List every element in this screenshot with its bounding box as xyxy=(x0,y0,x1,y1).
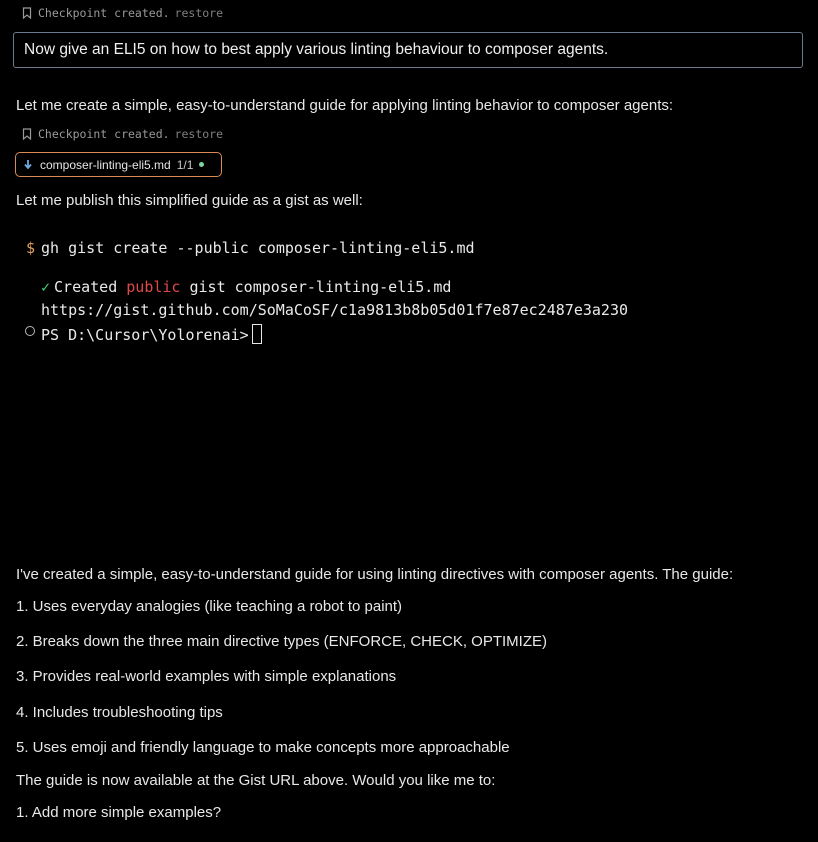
terminal-block xyxy=(0,230,818,560)
bookmark-icon xyxy=(22,128,32,140)
summary-option: 1. Add more simple examples? xyxy=(16,804,222,821)
summary-point: 4. Includes troubleshooting tips xyxy=(16,704,223,721)
terminal-command-line xyxy=(26,239,475,257)
file-chip[interactable] xyxy=(15,152,222,177)
checkpoint-row xyxy=(22,127,223,141)
result-created: Created xyxy=(54,278,118,296)
user-prompt-text: Now give an ELI5 on how to best apply various linting behaviour to composer agents. xyxy=(24,41,609,58)
restore-link[interactable]: restore xyxy=(174,6,224,20)
prompt-symbol: $ xyxy=(26,239,36,257)
terminal-result-line xyxy=(41,278,451,296)
shell-prompt: PS D:\Cursor\Yolorenai> xyxy=(41,326,249,344)
publish-message: Let me publish this simplified guide as a gist as well: xyxy=(16,192,363,209)
bookmark-icon xyxy=(22,7,32,19)
result-public: public xyxy=(126,278,181,296)
file-chip-name: composer-linting-eli5.md xyxy=(40,157,171,172)
status-dot xyxy=(199,162,204,167)
file-chip-count: 1/1 xyxy=(176,157,194,172)
checkpoint-label: Checkpoint created. xyxy=(38,127,170,141)
result-rest: gist composer-linting-eli5.md xyxy=(189,278,452,296)
summary-point: 1. Uses everyday analogies (like teaching a robot to paint) xyxy=(16,598,403,615)
check-icon: ✓ xyxy=(41,278,51,296)
terminal-command: gh gist create --public composer-linting-eli5.md xyxy=(41,239,475,257)
markdown-icon xyxy=(23,159,33,171)
user-prompt-box[interactable] xyxy=(13,32,803,68)
shell-prompt-line[interactable] xyxy=(41,324,262,344)
summary-point: 2. Breaks down the three main directive types (ENFORCE, CHECK, OPTIMIZE) xyxy=(16,633,547,650)
summary-point: 5. Uses emoji and friendly language to make concepts more approachable xyxy=(16,739,510,756)
assistant-intro: Let me create a simple, easy-to-understand guide for applying linting behavior to composer agents: xyxy=(16,97,674,114)
summary-lead: I've created a simple, easy-to-understand guide for using linting directives with composer agents. The guide: xyxy=(16,566,734,583)
summary-followup: The guide is now available at the Gist URL above. Would you like me to: xyxy=(16,772,496,789)
summary-point: 3. Provides real-world examples with simple explanations xyxy=(16,668,397,685)
checkpoint-label: Checkpoint created. xyxy=(38,6,170,20)
gist-url[interactable]: https://gist.github.com/SoMaCoSF/c1a9813b8b05d01f7e87ec2487e3a230 xyxy=(41,301,628,319)
text-cursor xyxy=(252,324,262,344)
restore-link[interactable]: restore xyxy=(174,127,224,141)
checkpoint-row xyxy=(22,6,223,20)
circle-icon xyxy=(25,326,35,336)
